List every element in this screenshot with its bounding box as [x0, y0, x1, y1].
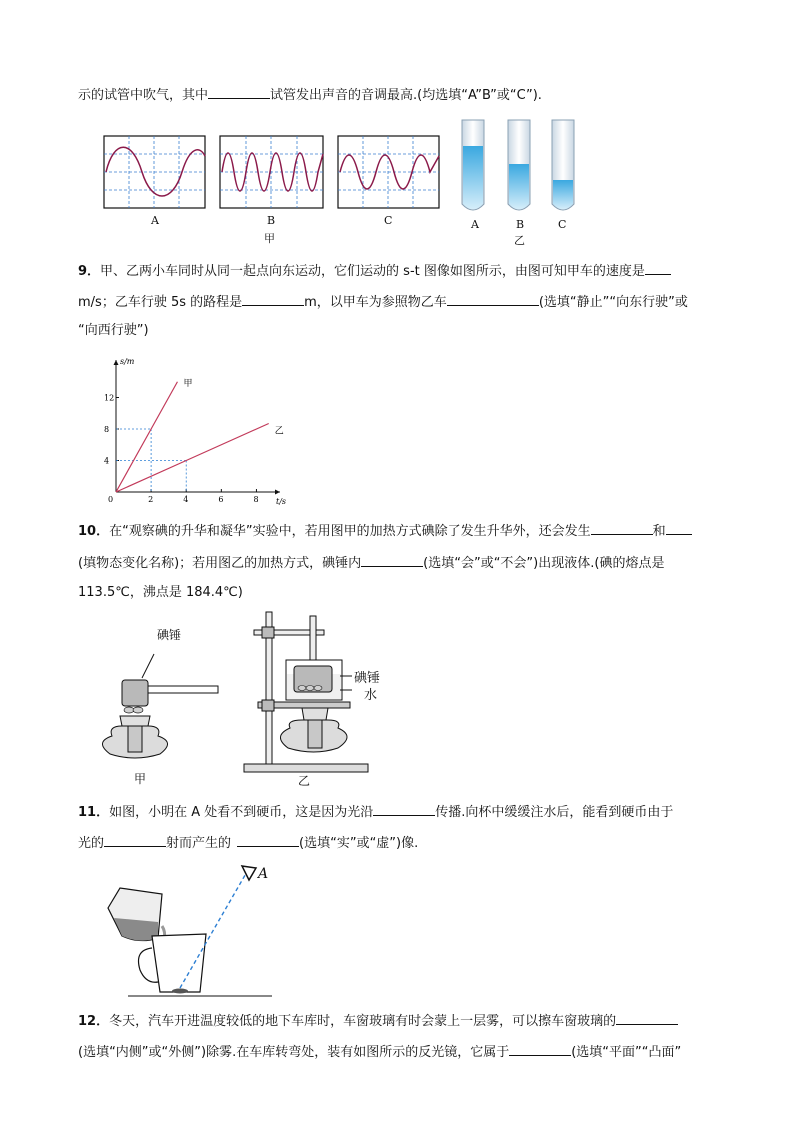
origin-label: 0 [108, 495, 114, 504]
waveform-panel-b [220, 136, 323, 208]
q9-blank-motion[interactable] [447, 291, 539, 306]
x-tick-label: 8 [253, 495, 259, 504]
q9-blank-speed[interactable] [645, 260, 671, 275]
iodine-tube-jia [122, 680, 148, 706]
y-tick-label: 12 [104, 393, 115, 403]
q10-blank-1[interactable] [591, 520, 653, 535]
label-iodine-tube-jia: 碘锤 [157, 628, 182, 642]
tube-a [462, 120, 484, 210]
tube-label-c: C [558, 218, 567, 231]
q9-line-1: 9．甲、乙两小车同时从同一起点向东运动，它们运动的 s-t 图像如图所示，由图可知甲车的速度是 [78, 260, 671, 281]
label-iodine-tube-yi: 碘锤 [354, 671, 381, 686]
q10-line-3: 113.5℃，沸点是 184.4℃) [78, 585, 243, 600]
q8-blank[interactable] [208, 84, 270, 99]
q10-blank-2[interactable] [666, 520, 692, 535]
iodine-figure-yi [244, 608, 374, 776]
q11-blank-1[interactable] [373, 801, 435, 816]
x-tick-label: 4 [183, 495, 189, 504]
q9-blank-distance[interactable] [242, 291, 304, 306]
q12-blank-2[interactable] [509, 1041, 571, 1056]
q11-line-2: 光的 射而产生的 (选填“实”或“虚”)像. [78, 832, 418, 853]
caption-jia: 甲 [134, 772, 147, 786]
iodine-figure-jia [98, 630, 228, 790]
st-chart [100, 352, 290, 506]
q12-line-2: (选填“内侧”或“外侧”)除雾.在车库转弯处，装有如图所示的反光镜，它属于 (选填“平面”“凸面” [78, 1041, 681, 1062]
y-axis-label: s/m [120, 357, 135, 366]
tube-c [552, 120, 574, 210]
y-tick-label: 4 [104, 456, 110, 466]
x-tick-label: 2 [148, 495, 154, 504]
q10-line-2: (填物态变化名称)；若用图乙的加热方式，碘锤内 (选填“会”或“不会”)出现液体.(碘的熔点是 [78, 552, 664, 573]
series-label-yi: 乙 [274, 426, 284, 437]
waveform-panel-a [104, 136, 205, 208]
q8-line: 示的试管中吹气，其中 试管发出声音的音调最高.(均选填“A”B”或“C”). [78, 84, 542, 105]
wave-caption: 甲 [264, 232, 275, 245]
q9-line-2: m/s；乙车行驶 5s 的路程是 m，以甲车为参照物乙车 (选填“静止”“向东行驶”或 [78, 291, 688, 312]
waveform-figure [104, 134, 440, 244]
q12-line-1: 12．冬天，汽车开进温度较低的地下车库时，车窗玻璃有时会蒙上一层雾，可以擦车窗玻璃的 [78, 1010, 678, 1031]
waveform-panel-c [338, 136, 439, 208]
q10-blank-3[interactable] [361, 552, 423, 567]
series-line-jia [116, 382, 177, 492]
glass-cup [152, 934, 206, 992]
test-tubes-figure [458, 116, 578, 216]
tube-caption: 乙 [514, 234, 525, 247]
x-axis-arrow [275, 490, 280, 495]
eye-label: A [258, 866, 269, 882]
series-line-yi [116, 423, 269, 492]
series-label-jia: 甲 [183, 378, 193, 389]
x-tick-label: 6 [218, 495, 224, 504]
wave-label-a: A [151, 214, 159, 227]
y-tick-label: 8 [104, 425, 110, 434]
label-water: 水 [364, 688, 378, 703]
wave-label-c: C [384, 214, 393, 227]
coin [172, 989, 188, 994]
q11-blank-3[interactable] [237, 832, 299, 847]
q9-line-3: “向西行驶”) [78, 323, 149, 338]
q11-blank-2[interactable] [104, 832, 166, 847]
q11-line-1: 11．如图，小明在 A 处看不到硬币，这是因为光沿 传播.向杯中缓缓注水后，能看到硬币由于 [78, 801, 673, 822]
y-axis-arrow [114, 360, 119, 365]
tube-label-a: A [471, 218, 479, 231]
tube-label-b: B [516, 218, 525, 231]
q10-line-1: 10．在“观察碘的升华和凝华”实验中，若用图甲的加热方式碘除了发生升华外，还会发生 和 [78, 520, 692, 541]
tube-b [508, 120, 530, 210]
q12-blank-1[interactable] [616, 1010, 678, 1025]
cup-coin-figure [100, 860, 280, 1000]
caption-yi: 乙 [298, 774, 311, 788]
x-axis-label: t/s [276, 497, 287, 506]
wave-label-b: B [267, 214, 276, 227]
